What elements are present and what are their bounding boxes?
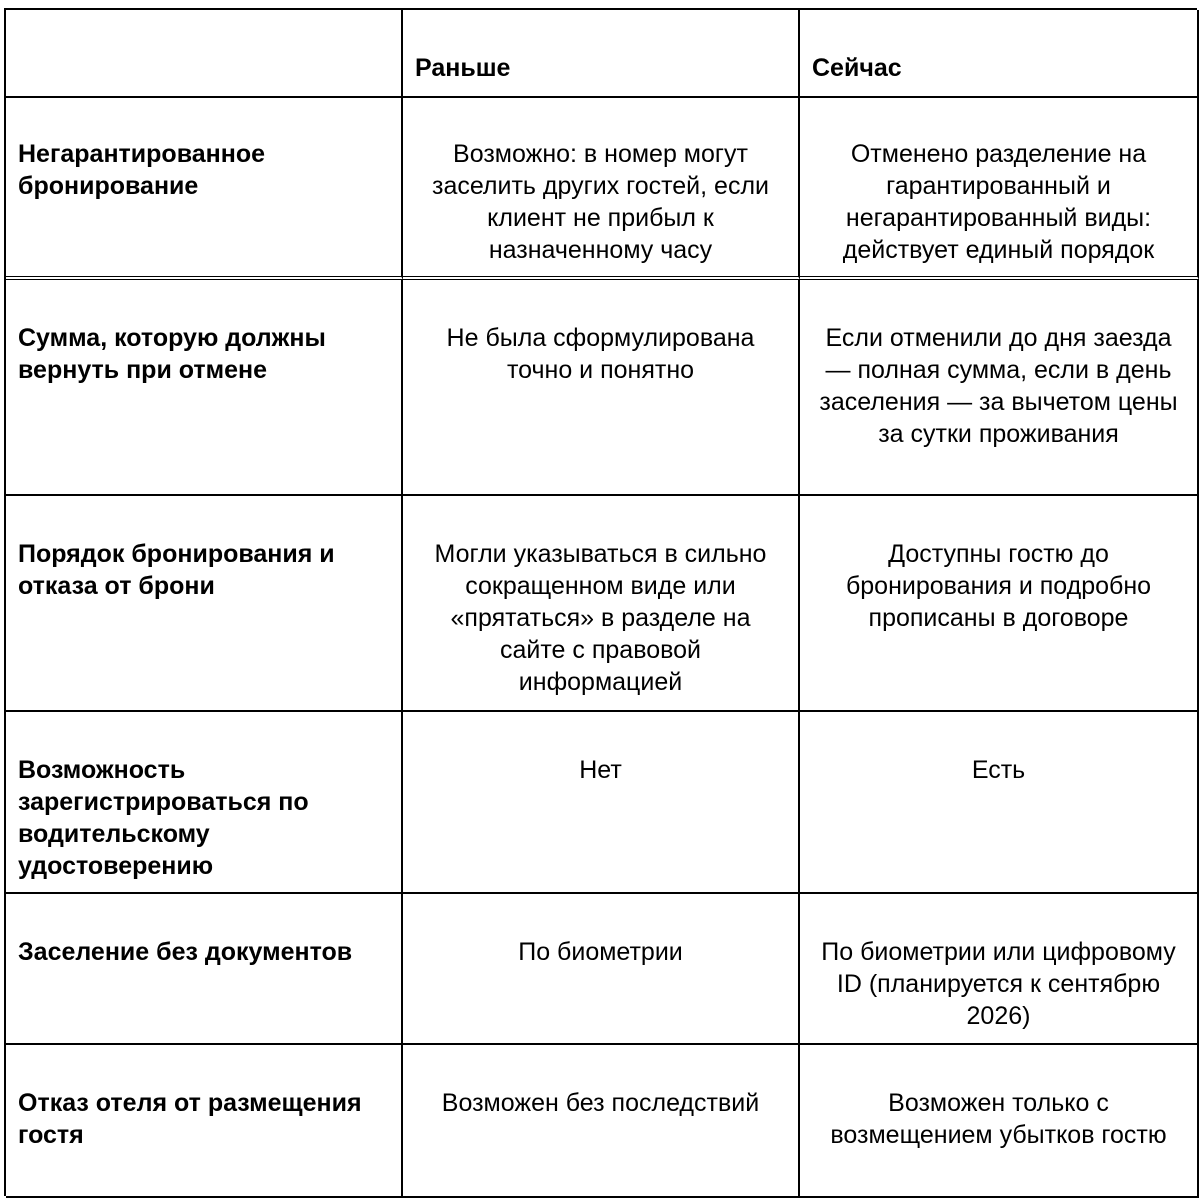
row-before-value: Не была сформулирована точно и понятно	[446, 324, 755, 384]
row-now-cell	[800, 496, 1199, 712]
row-label-cell	[6, 712, 403, 894]
row-before-value: Возможно: в номер могут заселить других гостей, если клиент не прибыл к назначенному часу	[431, 140, 769, 264]
header-before-label: Раньше	[415, 54, 511, 82]
row-now-value: По биометрии или цифровому ID (планируется к сентябрю 2026)	[821, 938, 1176, 1030]
row-label-cell	[6, 894, 403, 1045]
row-before-cell	[403, 712, 800, 894]
row-label: Возможность зарегистрироваться по водительскому удостоверению	[18, 756, 309, 880]
row-before-value: Возможен без последствий	[441, 1089, 760, 1117]
row-before-cell	[403, 496, 800, 712]
row-now-cell	[800, 98, 1199, 280]
row-before-value: Нет	[579, 756, 622, 784]
row-before-cell	[403, 98, 800, 280]
row-now-value: Возможен только с возмещением убытков гостю	[830, 1089, 1167, 1149]
row-now-value: Доступны гостю до бронирования и подробно прописаны в договоре	[845, 540, 1152, 632]
row-now-cell	[800, 1045, 1199, 1198]
header-now	[800, 10, 1199, 98]
row-label: Отказ отеля от размещения гостя	[18, 1089, 362, 1149]
header-corner-cell	[6, 10, 403, 98]
row-before-cell	[403, 894, 800, 1045]
row-before-value: Могли указываться в сильно сокращенном виде или «прятаться» в разделе на сайте с правовой информацией	[434, 540, 767, 696]
row-now-value: Если отменили до дня заезда — полная сумма, если в день заселения — за вычетом цены за сутки проживания	[819, 324, 1178, 448]
comparison-table-frame	[4, 8, 1197, 1196]
row-before-value: По биометрии	[518, 938, 683, 966]
row-now-cell	[800, 280, 1199, 496]
row-now-cell	[800, 712, 1199, 894]
comparison-table	[4, 8, 1197, 1196]
row-label-cell	[6, 98, 403, 280]
row-label: Порядок бронирования и отказа от брони	[18, 540, 335, 600]
row-now-value: Отменено разделение на гарантированный и негарантированный виды: действует единый порядок	[842, 140, 1155, 264]
row-label-cell	[6, 280, 403, 496]
header-before	[403, 10, 800, 98]
row-now-value: Есть	[971, 756, 1026, 784]
row-label-cell	[6, 496, 403, 712]
row-label: Заселение без документов	[18, 938, 353, 966]
row-label-cell	[6, 1045, 403, 1198]
row-label: Сумма, которую должны вернуть при отмене	[18, 324, 326, 384]
row-now-cell	[800, 894, 1199, 1045]
header-now-label: Сейчас	[812, 54, 902, 82]
row-before-cell	[403, 280, 800, 496]
row-before-cell	[403, 1045, 800, 1198]
row-label: Негарантированное бронирование	[18, 140, 266, 200]
